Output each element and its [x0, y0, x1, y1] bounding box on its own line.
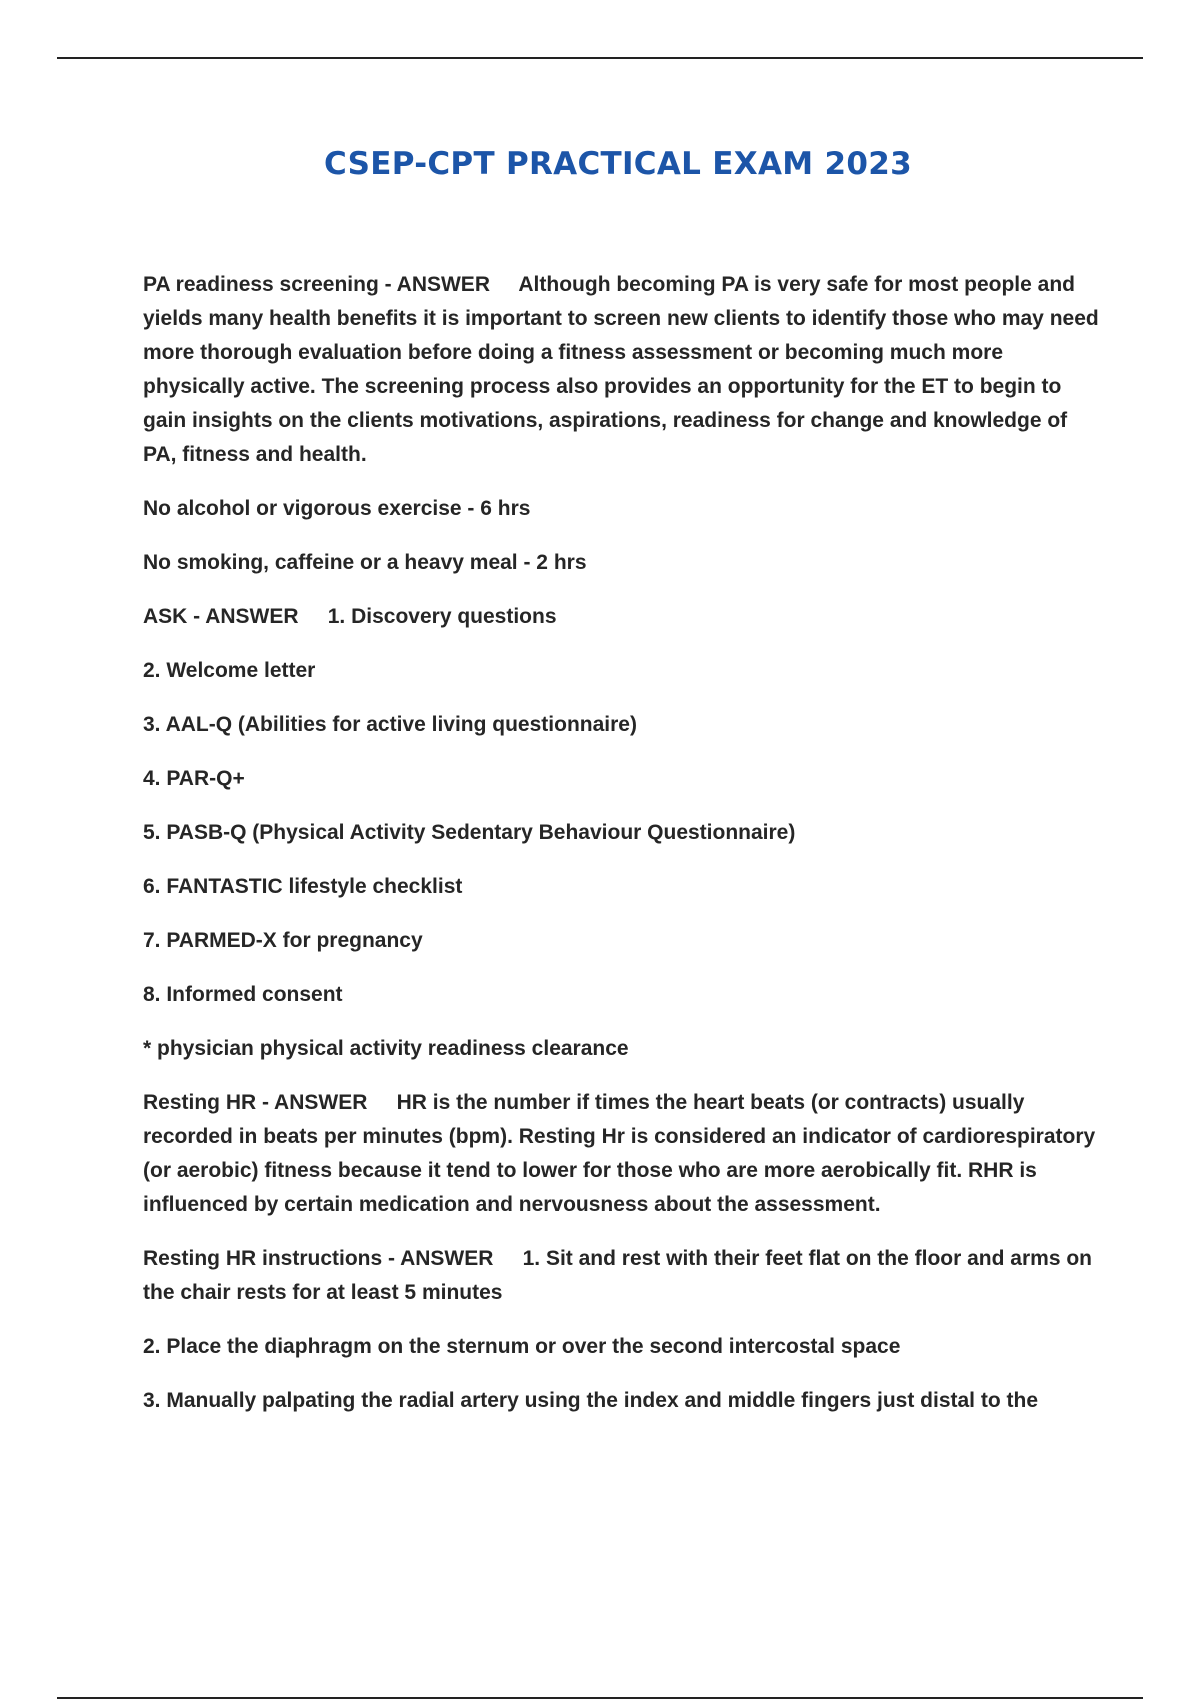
entry-text: 2. Welcome letter: [143, 659, 316, 682]
list-item: [143, 1330, 1103, 1364]
entry-pa-readiness: [143, 268, 1103, 472]
list-item: [143, 978, 1103, 1012]
list-item: [143, 1032, 1103, 1066]
list-item: [143, 870, 1103, 904]
entry-text: 8. Informed consent: [143, 983, 343, 1006]
entry-text: No smoking, caffeine or a heavy meal - 2 hrs: [143, 551, 587, 574]
entry-resting-hr-instructions: [143, 1242, 1103, 1310]
entry-text: 1. Discovery questions: [327, 605, 557, 628]
list-item: [143, 762, 1103, 796]
entry-text: * physician physical activity readiness clearance: [143, 1037, 629, 1060]
list-item: [143, 654, 1103, 688]
list-item: [143, 924, 1103, 958]
document-body: [143, 268, 1103, 1438]
entry-term: Resting HR - ANSWER: [143, 1091, 368, 1114]
entry-text: 3. AAL-Q (Abilities for active living questionnaire): [143, 713, 637, 736]
entry-text: 1. Sit and rest with their feet flat on the floor and arms on the chair rests for at least 5 minutes: [143, 1247, 1092, 1304]
list-item: [143, 492, 1103, 526]
list-item: [143, 546, 1103, 580]
entry-term: ASK - ANSWER: [143, 605, 299, 628]
entry-text: No alcohol or vigorous exercise - 6 hrs: [143, 497, 531, 520]
entry-text: Although becoming PA is very safe for most people and yields many health benefits it is important to screen new clients to identify those who may need more thorough evaluation before doing a fitness assessment or becoming much more physically active. The screening process also provides an opportunity for the ET to begin to gain insights on the clients motivations, aspirations, readiness for change and knowledge of PA, fitness and health.: [143, 273, 1099, 466]
entry-text: 3. Manually palpating the radial artery using the index and middle fingers just distal to the: [143, 1389, 1038, 1412]
entry-text: 2. Place the diaphragm on the sternum or over the second intercostal space: [143, 1335, 901, 1358]
entry-term: Resting HR instructions - ANSWER: [143, 1247, 494, 1270]
page-title: CSEP-CPT PRACTICAL EXAM 2023: [324, 146, 912, 182]
list-item: [143, 816, 1103, 850]
entry-text: 4. PAR-Q+: [143, 767, 245, 790]
entry-text: HR is the number if times the heart beats (or contracts) usually recorded in beats per minutes (bpm). Resting Hr is considered an indicator of cardiorespiratory (or aerobic) fitness because it tend to lower for those who are more aerobically fit. RHR is influenced by certain medication and nervousness about the assessment.: [143, 1091, 1096, 1216]
entry-text: 5. PASB-Q (Physical Activity Sedentary Behaviour Questionnaire): [143, 821, 796, 844]
entry-ask: [143, 600, 1103, 634]
list-item: [143, 708, 1103, 742]
entry-text: 6. FANTASTIC lifestyle checklist: [143, 875, 463, 898]
bottom-rule: [57, 1697, 1143, 1699]
entry-text: 7. PARMED-X for pregnancy: [143, 929, 423, 952]
top-rule: [57, 57, 1143, 59]
entry-resting-hr: [143, 1086, 1103, 1222]
list-item: [143, 1384, 1103, 1418]
entry-term: PA readiness screening - ANSWER: [143, 273, 490, 296]
